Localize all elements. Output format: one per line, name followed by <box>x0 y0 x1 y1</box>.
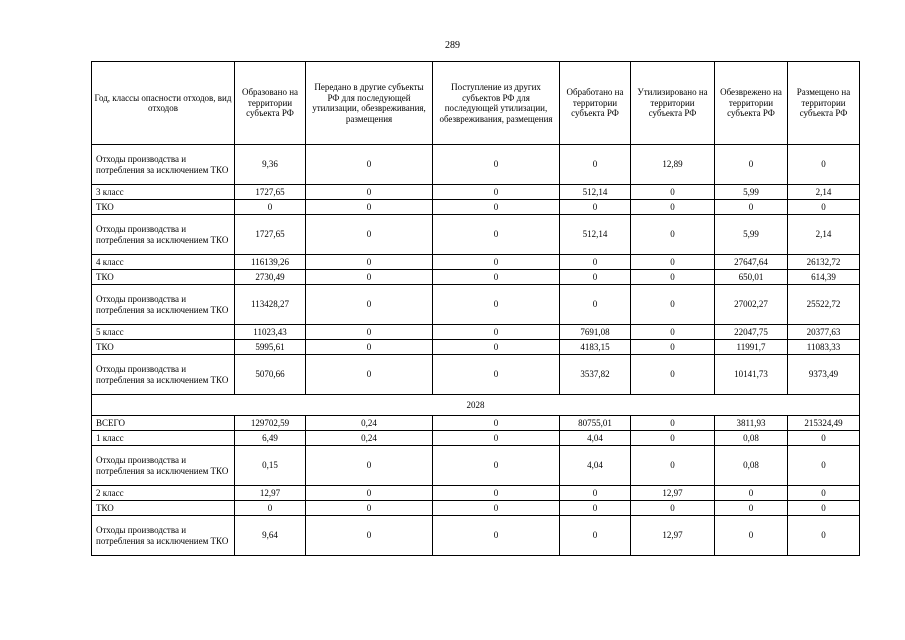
cell-processed: 4183,15 <box>560 340 631 355</box>
cell-received-in: 0 <box>433 325 560 340</box>
cell-transferred-out: 0 <box>306 516 433 556</box>
cell-generated: 9,36 <box>235 145 306 185</box>
cell-category: Отходы производства и потребления за исключением ТКО <box>92 446 235 486</box>
cell-generated: 5070,66 <box>235 355 306 395</box>
cell-utilized: 0 <box>631 431 715 446</box>
cell-received-in: 0 <box>433 516 560 556</box>
cell-utilized: 0 <box>631 340 715 355</box>
table-row <box>92 501 860 516</box>
header-received-in: Поступление из других субъектов РФ для последующей утилизации, обезвреживания, размещения <box>433 62 560 145</box>
cell-processed: 80755,01 <box>560 416 631 431</box>
cell-processed: 0 <box>560 285 631 325</box>
cell-generated: 1727,65 <box>235 215 306 255</box>
cell-utilized: 0 <box>631 325 715 340</box>
cell-transferred-out: 0 <box>306 501 433 516</box>
cell-transferred-out: 0 <box>306 285 433 325</box>
cell-received-in: 0 <box>433 255 560 270</box>
cell-processed: 0 <box>560 516 631 556</box>
table-row <box>92 185 860 200</box>
cell-processed: 512,14 <box>560 185 631 200</box>
cell-utilized: 0 <box>631 416 715 431</box>
cell-neutralized: 5,99 <box>715 185 788 200</box>
cell-placed: 2,14 <box>788 215 860 255</box>
cell-processed: 0 <box>560 270 631 285</box>
cell-processed: 0 <box>560 145 631 185</box>
cell-generated: 116139,26 <box>235 255 306 270</box>
year-cell: 2028 <box>92 395 860 416</box>
table-row <box>92 516 860 556</box>
cell-utilized: 0 <box>631 355 715 395</box>
page-number: 289 <box>445 40 460 51</box>
header-neutralized: Обезврежено на территории субъекта РФ <box>715 62 788 145</box>
cell-received-in: 0 <box>433 431 560 446</box>
cell-generated: 0 <box>235 200 306 215</box>
cell-utilized: 0 <box>631 185 715 200</box>
cell-utilized: 0 <box>631 285 715 325</box>
cell-placed: 25522,72 <box>788 285 860 325</box>
cell-received-in: 0 <box>433 285 560 325</box>
cell-utilized: 0 <box>631 270 715 285</box>
cell-generated: 0,15 <box>235 446 306 486</box>
cell-category: ТКО <box>92 501 235 516</box>
cell-transferred-out: 0 <box>306 325 433 340</box>
cell-transferred-out: 0 <box>306 200 433 215</box>
cell-utilized: 12,97 <box>631 486 715 501</box>
cell-placed: 0 <box>788 516 860 556</box>
year-row <box>92 395 860 416</box>
cell-neutralized: 0,08 <box>715 431 788 446</box>
cell-placed: 9373,49 <box>788 355 860 395</box>
cell-utilized: 0 <box>631 446 715 486</box>
cell-utilized: 0 <box>631 501 715 516</box>
header-generated: Образовано на территории субъекта РФ <box>235 62 306 145</box>
cell-received-in: 0 <box>433 486 560 501</box>
cell-neutralized: 27647,64 <box>715 255 788 270</box>
cell-category: ТКО <box>92 340 235 355</box>
cell-generated: 129702,59 <box>235 416 306 431</box>
table-row <box>92 340 860 355</box>
table-row <box>92 255 860 270</box>
cell-generated: 9,64 <box>235 516 306 556</box>
cell-transferred-out: 0,24 <box>306 431 433 446</box>
cell-generated: 1727,65 <box>235 185 306 200</box>
cell-received-in: 0 <box>433 215 560 255</box>
cell-neutralized: 5,99 <box>715 215 788 255</box>
cell-neutralized: 0 <box>715 516 788 556</box>
cell-neutralized: 0 <box>715 200 788 215</box>
cell-placed: 215324,49 <box>788 416 860 431</box>
cell-utilized: 0 <box>631 200 715 215</box>
cell-transferred-out: 0 <box>306 486 433 501</box>
cell-placed: 0 <box>788 486 860 501</box>
table-row <box>92 215 860 255</box>
cell-placed: 614,39 <box>788 270 860 285</box>
cell-transferred-out: 0 <box>306 355 433 395</box>
cell-received-in: 0 <box>433 446 560 486</box>
cell-category: Отходы производства и потребления за исключением ТКО <box>92 215 235 255</box>
cell-received-in: 0 <box>433 501 560 516</box>
cell-category: ВСЕГО <box>92 416 235 431</box>
cell-category: ТКО <box>92 270 235 285</box>
cell-category: ТКО <box>92 200 235 215</box>
cell-category: Отходы производства и потребления за исключением ТКО <box>92 355 235 395</box>
cell-category: 5 класс <box>92 325 235 340</box>
header-transferred-out: Передано в другие субъекты РФ для последующей утилизации, обезвреживания, размещения <box>306 62 433 145</box>
header-category: Год, классы опасности отходов, вид отходов <box>92 62 235 145</box>
table-row <box>92 325 860 340</box>
cell-processed: 0 <box>560 255 631 270</box>
cell-transferred-out: 0 <box>306 185 433 200</box>
table-row <box>92 486 860 501</box>
cell-processed: 0 <box>560 200 631 215</box>
cell-neutralized: 11991,7 <box>715 340 788 355</box>
cell-placed: 0 <box>788 431 860 446</box>
cell-neutralized: 3811,93 <box>715 416 788 431</box>
table-body <box>92 145 860 556</box>
cell-neutralized: 0,08 <box>715 446 788 486</box>
cell-placed: 0 <box>788 446 860 486</box>
cell-utilized: 0 <box>631 255 715 270</box>
cell-received-in: 0 <box>433 200 560 215</box>
table-row <box>92 446 860 486</box>
cell-category: 3 класс <box>92 185 235 200</box>
cell-processed: 512,14 <box>560 215 631 255</box>
cell-placed: 0 <box>788 200 860 215</box>
table-row <box>92 285 860 325</box>
table-row <box>92 145 860 185</box>
table-row <box>92 355 860 395</box>
cell-neutralized: 10141,73 <box>715 355 788 395</box>
cell-generated: 12,97 <box>235 486 306 501</box>
cell-generated: 0 <box>235 501 306 516</box>
cell-received-in: 0 <box>433 185 560 200</box>
cell-processed: 4,04 <box>560 431 631 446</box>
cell-neutralized: 22047,75 <box>715 325 788 340</box>
table-row <box>92 200 860 215</box>
cell-utilized: 12,89 <box>631 145 715 185</box>
table-row <box>92 416 860 431</box>
cell-neutralized: 0 <box>715 486 788 501</box>
cell-neutralized: 27002,27 <box>715 285 788 325</box>
cell-processed: 0 <box>560 486 631 501</box>
header-processed: Обработано на территории субъекта РФ <box>560 62 631 145</box>
cell-placed: 26132,72 <box>788 255 860 270</box>
cell-transferred-out: 0 <box>306 145 433 185</box>
cell-category: 4 класс <box>92 255 235 270</box>
header-placed: Размещено на территории субъекта РФ <box>788 62 860 145</box>
cell-processed: 7691,08 <box>560 325 631 340</box>
cell-processed: 0 <box>560 501 631 516</box>
cell-placed: 11083,33 <box>788 340 860 355</box>
cell-placed: 0 <box>788 501 860 516</box>
cell-generated: 113428,27 <box>235 285 306 325</box>
cell-transferred-out: 0 <box>306 215 433 255</box>
waste-table <box>91 61 860 556</box>
cell-processed: 3537,82 <box>560 355 631 395</box>
cell-transferred-out: 0 <box>306 270 433 285</box>
cell-transferred-out: 0,24 <box>306 416 433 431</box>
cell-neutralized: 0 <box>715 501 788 516</box>
cell-received-in: 0 <box>433 355 560 395</box>
header-utilized: Утилизировано на территории субъекта РФ <box>631 62 715 145</box>
table-row <box>92 431 860 446</box>
cell-received-in: 0 <box>433 145 560 185</box>
cell-generated: 11023,43 <box>235 325 306 340</box>
cell-received-in: 0 <box>433 416 560 431</box>
cell-category: 1 класс <box>92 431 235 446</box>
cell-utilized: 12,97 <box>631 516 715 556</box>
cell-transferred-out: 0 <box>306 446 433 486</box>
table-header <box>92 62 860 145</box>
header-row <box>92 62 860 145</box>
cell-neutralized: 650,01 <box>715 270 788 285</box>
cell-transferred-out: 0 <box>306 255 433 270</box>
cell-generated: 6,49 <box>235 431 306 446</box>
table-row <box>92 270 860 285</box>
cell-category: Отходы производства и потребления за исключением ТКО <box>92 285 235 325</box>
cell-transferred-out: 0 <box>306 340 433 355</box>
cell-utilized: 0 <box>631 215 715 255</box>
cell-placed: 20377,63 <box>788 325 860 340</box>
cell-generated: 5995,61 <box>235 340 306 355</box>
cell-category: 2 класс <box>92 486 235 501</box>
cell-generated: 2730,49 <box>235 270 306 285</box>
cell-received-in: 0 <box>433 340 560 355</box>
cell-received-in: 0 <box>433 270 560 285</box>
cell-category: Отходы производства и потребления за исключением ТКО <box>92 516 235 556</box>
cell-placed: 0 <box>788 145 860 185</box>
cell-processed: 4,04 <box>560 446 631 486</box>
cell-placed: 2,14 <box>788 185 860 200</box>
cell-neutralized: 0 <box>715 145 788 185</box>
cell-category: Отходы производства и потребления за исключением ТКО <box>92 145 235 185</box>
